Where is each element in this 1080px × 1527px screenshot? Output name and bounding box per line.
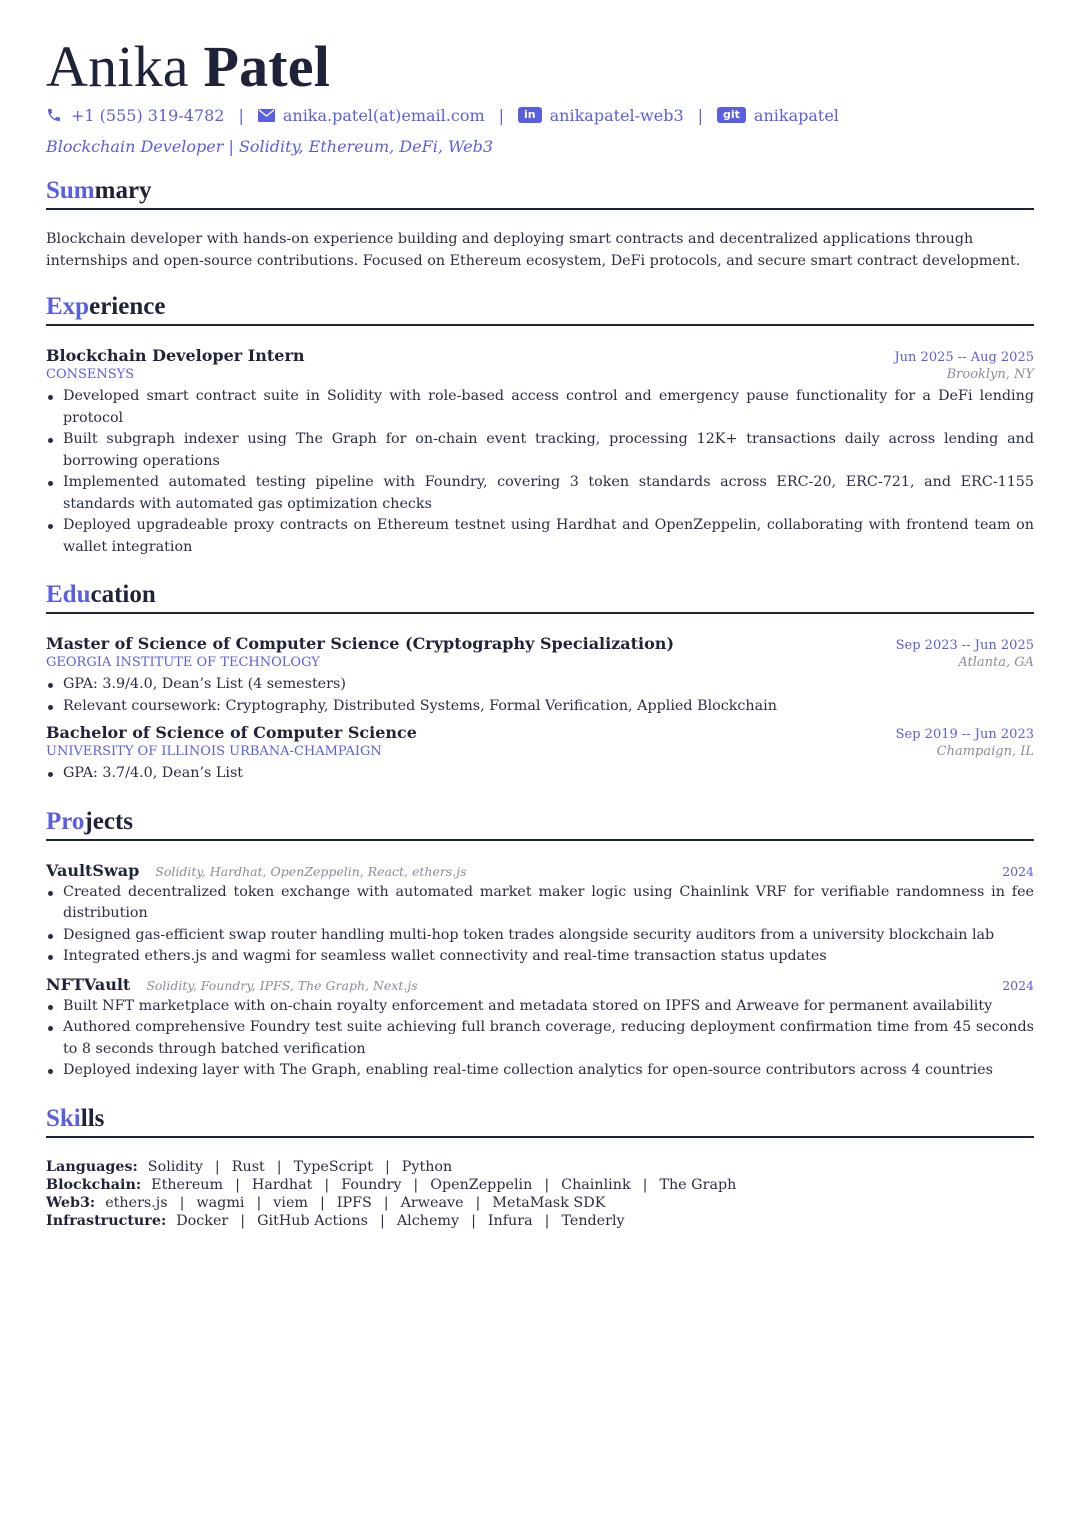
section-title <box>46 580 1034 614</box>
skill-item: OpenZeppelin <box>430 1176 533 1193</box>
skill-separator: | <box>642 1176 648 1193</box>
section-title-rest: jects <box>84 807 133 835</box>
project-entry <box>46 861 1034 968</box>
skill-row <box>46 1194 1034 1212</box>
contact-separator: | <box>498 105 505 125</box>
contact-bar <box>46 104 1034 126</box>
contact-separator: | <box>238 105 244 125</box>
experience-entry <box>46 346 1034 558</box>
list-item: Authored comprehensive Foundry test suite achieving full branch coverage, reducing deployment confirmation time from 45 seconds to 8 seconds through batched verification <box>46 1017 1034 1060</box>
section-title-rest: erience <box>89 293 166 320</box>
job-bullets <box>46 386 1034 558</box>
skill-item: wagmi <box>196 1194 245 1211</box>
project-bullets <box>46 882 1034 968</box>
list-item: Built subgraph indexer using The Graph for on-chain event tracking, processing 12K+ transactions daily across lending and borrowing operations <box>46 429 1034 472</box>
section-title <box>46 292 1034 326</box>
skill-separator: | <box>544 1212 550 1229</box>
project-year: 2024 <box>1002 977 1034 993</box>
skill-item: Python <box>401 1158 453 1175</box>
list-item: Integrated ethers.js and wagmi for seamless wallet connectivity and real-time transaction status updates <box>46 946 1034 968</box>
skill-separator: | <box>235 1176 240 1193</box>
resume-page <box>46 36 1034 1230</box>
skill-item: IPFS <box>336 1194 372 1211</box>
list-item: Deployed indexing layer with The Graph, enabling real-time collection analytics for open-source contributors across 4 countries <box>46 1060 1034 1082</box>
list-item: GPA: 3.7/4.0, Dean’s List <box>46 763 1034 785</box>
list-item: Developed smart contract suite in Solidity with role-based access control and emergency pause functionality for a DeFi lending protocol <box>46 386 1034 429</box>
skill-separator: | <box>380 1212 385 1229</box>
phone-number: +1 (555) 319-4782 <box>71 105 225 125</box>
project-name: VaultSwap <box>46 860 140 880</box>
first-name: Anika <box>46 34 189 99</box>
section-title <box>46 807 1034 841</box>
email-address: anika.patel(at)email.com <box>282 105 485 125</box>
skills-section <box>46 1104 1034 1230</box>
skill-item: GitHub Actions <box>257 1212 369 1229</box>
contact-github[interactable] <box>717 106 839 125</box>
github-icon: git <box>717 107 746 123</box>
section-title-rest: mary <box>94 177 152 204</box>
resume-header <box>46 36 1034 156</box>
skill-item: Tenderly <box>561 1212 625 1229</box>
skill-item: viem <box>273 1194 308 1211</box>
experience-section <box>46 292 1034 558</box>
skill-separator: | <box>413 1176 419 1193</box>
section-title-accent: Exp <box>46 293 90 320</box>
school-location: Champaign, IL <box>936 744 1034 759</box>
skill-item: Solidity <box>147 1158 203 1175</box>
summary-text: Blockchain developer with hands-on experience building and deploying smart contracts and decentralized applications through internships and open-source contributions. Focused on Ethereum ecosystem, DeFi protocols, and secure smart contract development. <box>46 231 1021 269</box>
section-title-accent: Pro <box>46 807 85 835</box>
skill-category-label: Web3: <box>46 1194 96 1211</box>
skill-separator: | <box>475 1194 481 1211</box>
degree-title: Master of Science of Computer Science (Cryptography Specialization) <box>46 634 675 653</box>
contact-linkedin[interactable] <box>518 106 684 125</box>
section-title-accent: Sum <box>46 177 95 204</box>
degree-dates: Sep 2019 -- Jun 2023 <box>895 727 1034 742</box>
skill-item: Ethereum <box>151 1176 224 1193</box>
skill-item: MetaMask SDK <box>492 1194 606 1211</box>
company-name: CONSENSYS <box>46 367 135 382</box>
section-title-accent: Edu <box>46 581 91 608</box>
skill-item: TypeScript <box>293 1158 373 1175</box>
skill-separator: | <box>471 1212 476 1229</box>
skill-separator: | <box>276 1158 282 1175</box>
skill-separator: | <box>319 1194 325 1211</box>
skill-item: ethers.js <box>105 1194 168 1211</box>
skill-item: The Graph <box>659 1176 737 1193</box>
skill-row <box>46 1176 1034 1194</box>
section-title <box>46 176 1034 210</box>
skill-separator: | <box>384 1158 390 1175</box>
section-title <box>46 1104 1034 1138</box>
project-tech: Solidity, Hardhat, OpenZeppelin, React, ethers.js <box>155 863 467 879</box>
skill-separator: | <box>214 1158 220 1175</box>
job-dates: Jun 2025 -- Aug 2025 <box>894 350 1034 365</box>
skill-item: Arweave <box>400 1194 464 1211</box>
list-item: GPA: 3.9/4.0, Dean’s List (4 semesters) <box>46 674 1034 696</box>
skill-category-label: Languages: <box>46 1158 138 1175</box>
skill-category-label: Blockchain: <box>46 1176 142 1193</box>
school-location: Atlanta, GA <box>958 655 1034 670</box>
school-name: UNIVERSITY OF ILLINOIS URBANA-CHAMPAIGN <box>46 744 382 759</box>
skill-item: Foundry <box>341 1176 402 1193</box>
degree-dates: Sep 2023 -- Jun 2025 <box>895 638 1034 653</box>
last-name: Patel <box>203 34 331 99</box>
education-entry <box>46 723 1034 785</box>
skill-item: Rust <box>231 1158 265 1175</box>
contact-phone[interactable] <box>46 106 224 125</box>
headline: Blockchain Developer | Solidity, Ethereum, DeFi, Web3 <box>46 137 494 156</box>
skill-separator: | <box>179 1194 185 1211</box>
skill-category-label: Infrastructure: <box>46 1212 167 1229</box>
skills-list <box>46 1158 1034 1230</box>
degree-bullets <box>46 763 1034 785</box>
skill-item: Hardhat <box>251 1176 313 1193</box>
project-name: NFTVault <box>46 974 131 994</box>
github-handle: anikapatel <box>753 105 839 125</box>
linkedin-icon: in <box>518 107 542 123</box>
section-title-accent: Ski <box>46 1104 81 1132</box>
skill-separator: | <box>324 1176 330 1193</box>
degree-bullets <box>46 674 1034 717</box>
project-entry <box>46 975 1034 1082</box>
education-entry <box>46 634 1034 717</box>
education-section <box>46 580 1034 785</box>
contact-separator: | <box>697 105 704 125</box>
list-item: Relevant coursework: Cryptography, Distributed Systems, Formal Verification, Applied Blockchain <box>46 696 1034 718</box>
phone-icon <box>46 107 62 123</box>
skill-row <box>46 1212 1034 1230</box>
projects-section <box>46 807 1034 1082</box>
list-item: Implemented automated testing pipeline with Foundry, covering 3 token standards across ERC-20, ERC-721, and ERC-1155 standards with automated gas optimization checks <box>46 472 1034 515</box>
school-name: GEORGIA INSTITUTE OF TECHNOLOGY <box>46 655 320 670</box>
skill-item: Infura <box>487 1212 533 1229</box>
degree-title: Bachelor of Science of Computer Science <box>46 723 417 742</box>
skill-separator: | <box>240 1212 246 1229</box>
summary-section <box>46 176 1034 272</box>
skill-separator: | <box>544 1176 550 1193</box>
skill-item: Alchemy <box>396 1212 460 1229</box>
section-title-rest: cation <box>90 581 156 608</box>
contact-email[interactable] <box>258 106 485 125</box>
envelope-icon <box>258 109 275 122</box>
linkedin-handle: anikapatel-web3 <box>549 105 684 125</box>
project-bullets <box>46 996 1034 1082</box>
skill-row <box>46 1158 1034 1176</box>
project-year: 2024 <box>1002 863 1034 879</box>
candidate-name <box>46 36 1034 98</box>
list-item: Built NFT marketplace with on-chain royalty enforcement and metadata stored on IPFS and Arweave for permanent availability <box>46 996 1034 1018</box>
skill-separator: | <box>383 1194 389 1211</box>
skill-separator: | <box>256 1194 262 1211</box>
job-location: Brooklyn, NY <box>946 367 1034 382</box>
skill-item: Chainlink <box>561 1176 631 1193</box>
list-item: Deployed upgradeable proxy contracts on Ethereum testnet using Hardhat and OpenZeppelin, collaborating with frontend team on wallet integration <box>46 515 1034 558</box>
skill-item: Docker <box>176 1212 229 1229</box>
list-item: Designed gas-efficient swap router handling multi-hop token trades alongside security auditors from a university blockchain lab <box>46 925 1034 947</box>
section-title-rest: lls <box>80 1104 105 1132</box>
project-tech: Solidity, Foundry, IPFS, The Graph, Next.js <box>146 977 418 993</box>
job-title: Blockchain Developer Intern <box>46 346 305 365</box>
list-item: Created decentralized token exchange with automated market maker logic using Chainlink VRF for verifiable randomness in fee distribution <box>46 882 1034 925</box>
